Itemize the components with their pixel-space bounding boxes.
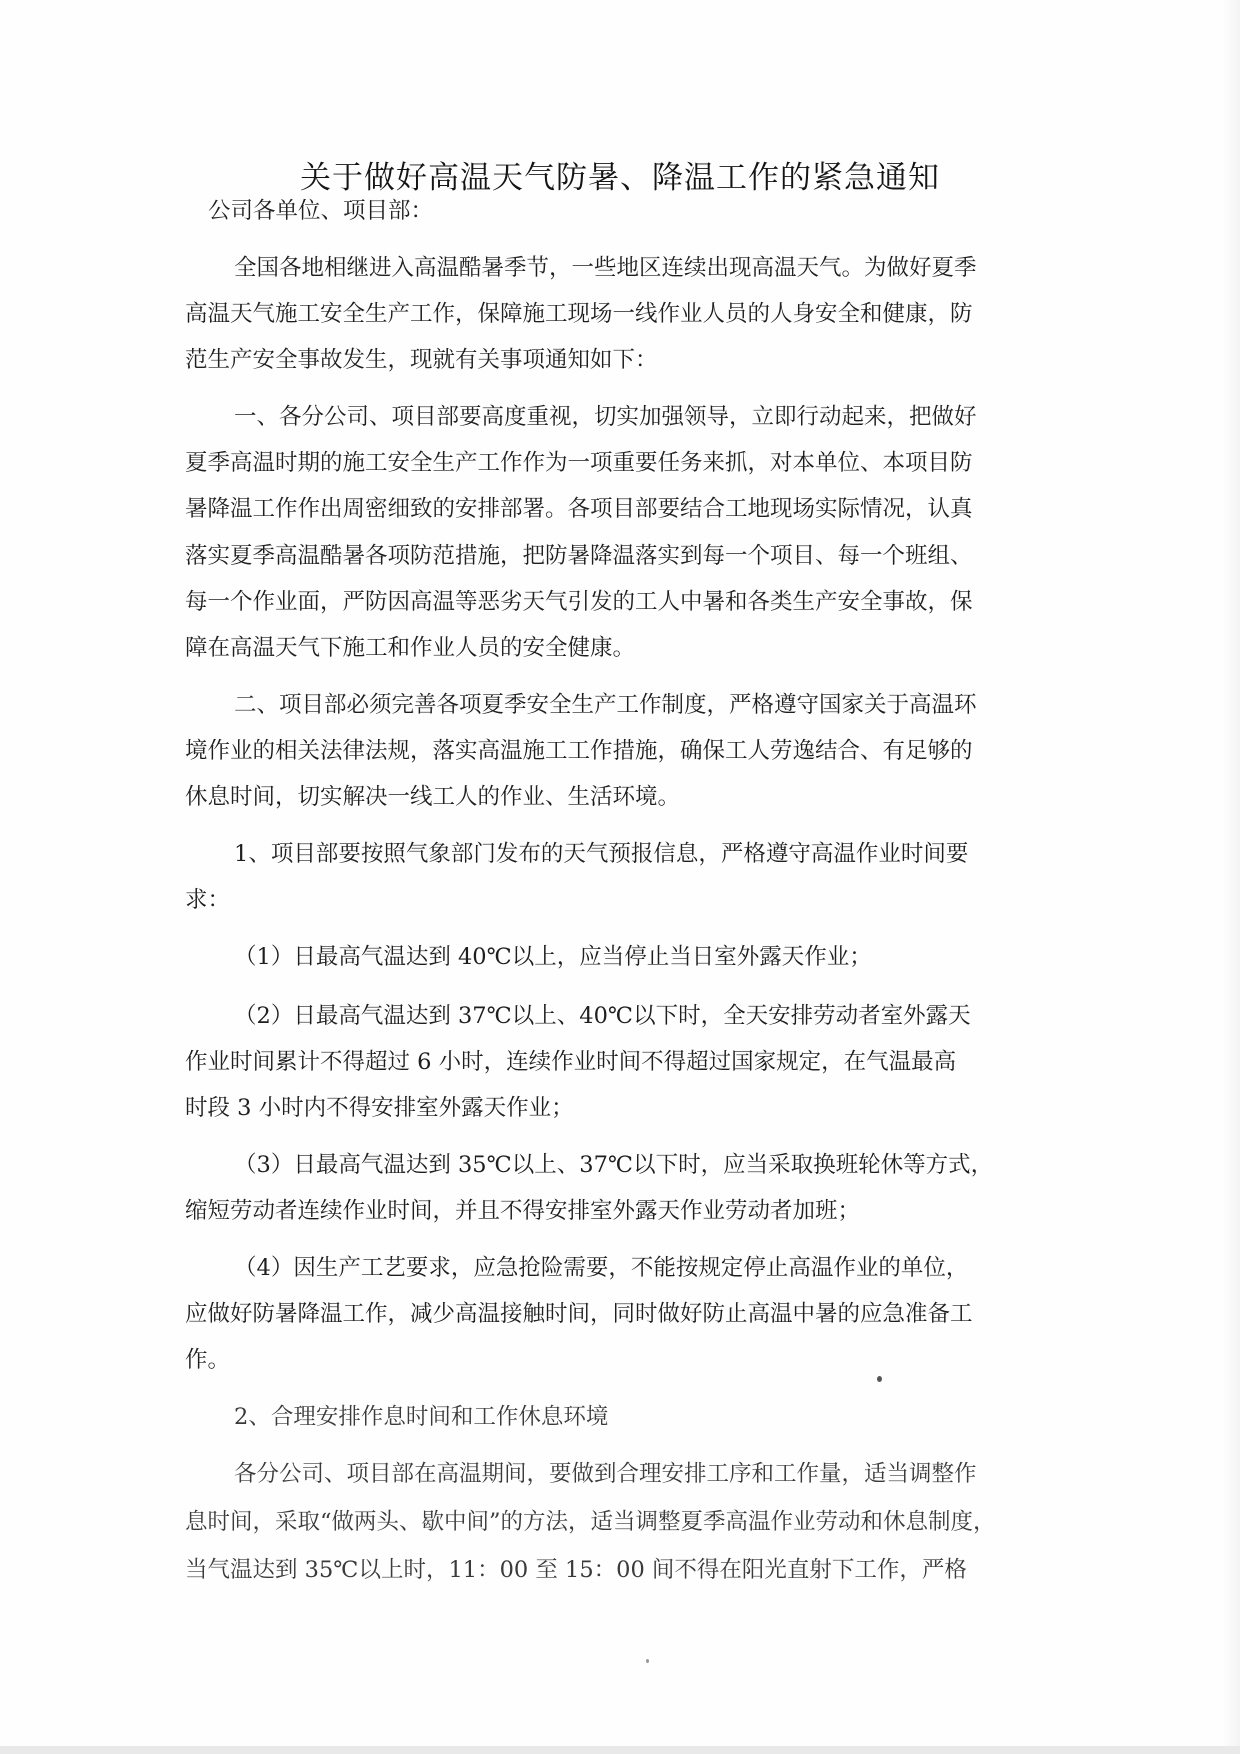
body-line: 时段 3 小时内不得安排室外露天作业； bbox=[185, 1095, 574, 1121]
salutation: 公司各单位、项目部： bbox=[208, 198, 434, 224]
body-line: 休息时间，切实解决一线工人的作业、生活环境。 bbox=[185, 784, 681, 810]
body-line: 一、各分公司、项目部要高度重视，切实加强领导，立即行动起来，把做好 bbox=[234, 404, 977, 430]
scan-bottom-edge bbox=[0, 1746, 1240, 1754]
body-line: 求： bbox=[185, 887, 231, 913]
body-line: 夏季高温时期的施工安全生产工作作为一项重要任务来抓，对本单位、本项目防 bbox=[185, 450, 973, 476]
body-line: （3）日最高气温达到 35℃以上、37℃以下时，应当采取换班轮休等方式， bbox=[234, 1152, 994, 1178]
scan-speck bbox=[646, 1659, 649, 1663]
body-line: 每一个作业面，严防因高温等恶劣天气引发的工人中暑和各类生产安全事故，保 bbox=[185, 589, 973, 615]
body-line: 息时间，采取“做两头、歇中间”的方法，适当调整夏季高温作业劳动和休息制度， bbox=[185, 1509, 996, 1535]
body-line: 二、项目部必须完善各项夏季安全生产工作制度，严格遵守国家关于高温环 bbox=[234, 692, 977, 718]
body-line: 障在高温天气下施工和作业人员的安全健康。 bbox=[185, 635, 636, 661]
body-line: 各分公司、项目部在高温期间，要做到合理安排工序和工作量，适当调整作 bbox=[234, 1461, 977, 1487]
body-line: 应做好防暑降温工作，减少高温接触时间，同时做好防止高温中暑的应急准备工 bbox=[185, 1301, 973, 1327]
body-line: （2）日最高气温达到 37℃以上、40℃以下时，全天安排劳动者室外露天 bbox=[234, 1003, 971, 1029]
body-line: 当气温达到 35℃以上时，11：00 至 15：00 间不得在阳光直射下工作，严格 bbox=[185, 1557, 967, 1583]
body-line: 范生产安全事故发生，现就有关事项通知如下： bbox=[185, 347, 658, 373]
body-line: 缩短劳动者连续作业时间，并且不得安排室外露天作业劳动者加班； bbox=[185, 1198, 861, 1224]
body-line: 高温天气施工安全生产工作，保障施工现场一线作业人员的人身安全和健康，防 bbox=[185, 301, 973, 327]
body-line: （4）因生产工艺要求，应急抢险需要，不能按规定停止高温作业的单位， bbox=[234, 1255, 969, 1281]
body-line: 落实夏季高温酷暑各项防范措施，把防暑降温落实到每一个项目、每一个班组、 bbox=[185, 543, 973, 569]
body-line: 作。 bbox=[185, 1347, 231, 1373]
body-line: 2、合理安排作息时间和工作休息环境 bbox=[234, 1404, 609, 1430]
body-line: 1、项目部要按照气象部门发布的天气预报信息，严格遵守高温作业时间要 bbox=[234, 841, 969, 867]
body-line: 全国各地相继进入高温酷暑季节，一些地区连续出现高温天气。为做好夏季 bbox=[234, 255, 977, 281]
body-line: 作业时间累计不得超过 6 小时，连续作业时间不得超过国家规定，在气温最高 bbox=[185, 1049, 957, 1075]
scan-speck bbox=[877, 1376, 882, 1382]
body-line: （1）日最高气温达到 40℃以上，应当停止当日室外露天作业； bbox=[234, 944, 872, 970]
body-line: 境作业的相关法律法规，落实高温施工工作措施，确保工人劳逸结合、有足够的 bbox=[185, 738, 973, 764]
scan-edge-shadow bbox=[1222, 0, 1240, 1754]
body-line: 暑降温工作作出周密细致的安排部署。各项目部要结合工地现场实际情况，认真 bbox=[185, 496, 973, 522]
document-title: 关于做好高温天气防暑、降温工作的紧急通知 bbox=[300, 160, 940, 196]
